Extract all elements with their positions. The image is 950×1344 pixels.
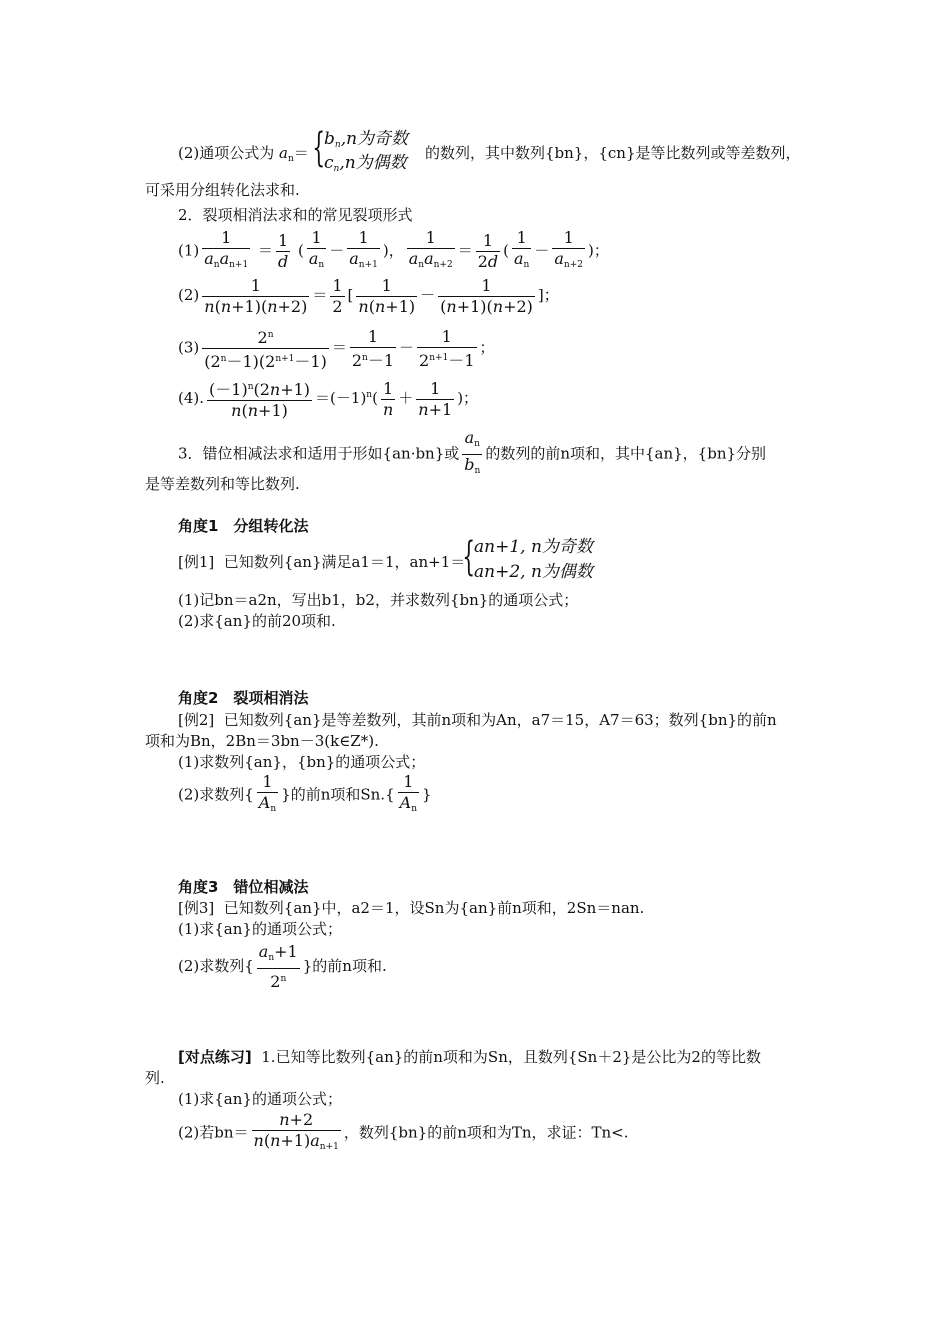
formula-3: (3) $\frac{2^n}{(2^n-1)(2^{n+1}-1)}$ ＝ $\frac{1}{2^n-1}$ － $\frac{1}{2^{n+1}-1}$ ；	[178, 326, 495, 371]
practice-q2b: ，数列{bn}的前n项和为Tn，求证：Tn<.	[343, 1123, 629, 1142]
p3-line1: 3．错位相减法求和适用于形如{an·bn}或 $\frac{a_n}{b_n}$ 的数列的前n项和，其中{an}，{bn}分别	[178, 428, 767, 476]
ex1-label: [例1]	[178, 553, 215, 571]
practice-q2a: (2)若bn＝	[178, 1123, 249, 1142]
ex2-q1: (1)求数列{an}，{bn}的通项公式；	[178, 753, 426, 771]
p3-text: 3．错位相减法求和适用于形如{an·bn}或	[178, 444, 460, 463]
s2-tail: 的数列，其中数列{bn}，{cn}是等比数列或等差数列，	[425, 144, 801, 162]
ex3-q2: (2)求数列{ $\frac{a_n+1}{2^n}$ }的前n项和.	[178, 942, 387, 991]
s2-case-even: $c_n,n$为偶数	[324, 153, 407, 174]
ex3-q2a: (2)求数列	[178, 957, 245, 975]
ex2-line2: 项和为Bn，2Bn＝3bn－3(k∈Z*).	[145, 732, 379, 750]
ex3-label: [例3]	[178, 899, 215, 917]
s2-brace: {	[312, 125, 326, 171]
s2-line2: 可采用分组转化法求和.	[145, 181, 300, 199]
angle2-title: 角度2 裂项相消法	[178, 689, 309, 707]
ex3-line1	[178, 898, 644, 918]
ex3-q2b: 的前n项和.	[312, 957, 387, 975]
ex1-line	[178, 552, 465, 572]
ex1-brace: {	[462, 534, 476, 580]
practice-line2: 列.	[145, 1069, 165, 1087]
ex1-text: 已知数列{an}满足a1＝1，an+1＝	[223, 553, 466, 571]
ex2-text: 已知数列{an}是等差数列，其前n项和为An，a7＝15，A7＝63；数列{bn}的前n	[223, 711, 777, 729]
ex2-line1	[178, 710, 777, 730]
s2-line1: (2)通项公式为 $a_n=$	[178, 144, 309, 164]
angle1-title: 角度1 分组转化法	[178, 517, 309, 535]
s2-intro: (2)通项公式为	[178, 144, 275, 162]
s2-case-even-text: n为偶数	[344, 153, 407, 173]
ex2-label: [例2]	[178, 711, 215, 729]
ex2-q2b: 的前n项和Sn.	[290, 785, 386, 804]
p3-line2: 是等差数列和等比数列.	[145, 475, 300, 493]
formula-1: (1) $\frac{1}{a_na_{n+1}}$ ＝ $\frac{1}{d}$ ( $\frac{1}{a_n}$ － $\frac{1}{a_{n+1}}$ )， $\frac{1}{a_na_{n+2}}$ ＝ $\frac{1}{2d}$ ( $\frac{1}{a_n}$ － $\frac{1}{a_{n+2}}$ )；	[178, 228, 609, 271]
angle3-title: 角度3 错位相减法	[178, 878, 309, 896]
ex3-q1: (1)求{an}的通项公式；	[178, 920, 342, 938]
s2-case-odd-text: n为奇数	[346, 129, 409, 149]
practice-text: 1.已知等比数列{an}的前n项和为Sn，且数列{Sn＋2}是公比为2的等比数	[261, 1048, 761, 1066]
ex1-q2: (2)求{an}的前20项和.	[178, 612, 336, 630]
ex2-q2: (2)求数列{ $\frac{1}{A_n}$ }的前n项和Sn.{ $\frac{1}{A_n}$ }	[178, 772, 432, 814]
ex1-case2: an+2, n为偶数	[474, 562, 593, 582]
formula-4: (4). $\frac{(-1)^n(2n+1)}{n(n+1)}$ $=(-1)^n$( $\frac{1}{n}$ ＋ $\frac{1}{n+1}$ )；	[178, 378, 479, 420]
ex1-case1: an+1, n为奇数	[474, 537, 593, 557]
formula-2: (2) $\frac{1}{n(n+1)(n+2)}$ ＝ $\frac{1}{2}$ [ $\frac{1}{n(n+1)}$ － $\frac{1}{(n+1)(n+2)}$ ]；	[178, 275, 559, 316]
p3-tail: 的数列的前n项和，其中{an}，{bn}分别	[485, 444, 767, 463]
ex2-q2a: (2)求数列	[178, 785, 245, 804]
ex1-q1: (1)记bn＝a2n，写出b1，b2，并求数列{bn}的通项公式；	[178, 591, 579, 609]
ex3-text: 已知数列{an}中，a2＝1，设Sn为{an}前n项和，2Sn＝nan.	[223, 899, 645, 917]
practice-q1: (1)求{an}的通项公式；	[178, 1090, 342, 1108]
practice-label: [对点练习]	[178, 1048, 252, 1066]
practice-q2: (2)若bn＝ $\frac{n+2}{n(n+1)a_{n+1}}$ ，数列{bn}的前n项和为Tn，求证：Tn<.	[178, 1110, 629, 1152]
p2-heading: 2．裂项相消法求和的常见裂项形式	[178, 206, 413, 224]
s2-case-odd: $b_n,n$为奇数	[324, 129, 409, 150]
practice-line1	[178, 1047, 761, 1067]
